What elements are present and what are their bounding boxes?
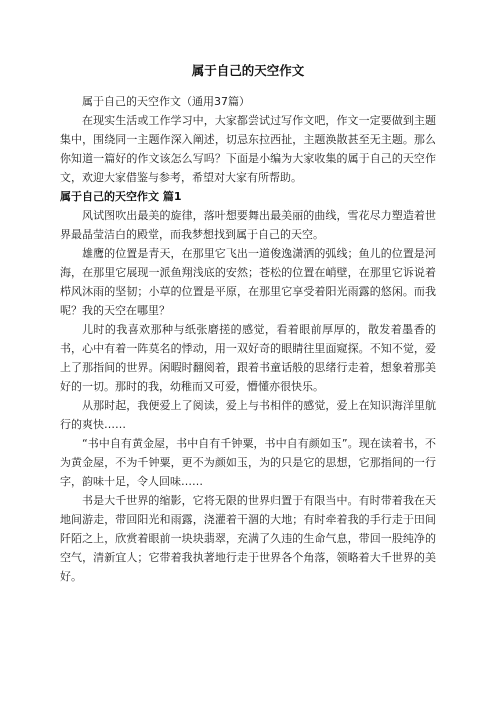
document-title: 属于自己的天空作文: [191, 63, 305, 78]
body-paragraph: 儿时的我喜欢那种与纸张磨搓的感觉，看着眼前厚厚的，散发着墨香的书，心中有着一阵莫名的悸动，用一双好奇的眼睛往里面窥探。不知不觉，爱上了那指间的世界。闲暇时翻阅着，跟着书童话般的思绪行走着，想象着那美好的一切。那时的我，幼稚而又可爱，懵懂亦很快乐。: [60, 323, 436, 393]
section-heading: 属于自己的天空作文 篇1: [60, 190, 182, 203]
document-subtitle: 属于自己的天空作文（通用37篇）: [82, 95, 250, 108]
body-paragraph: 书是大千世界的缩影，它将无限的世界归置于有限当中。有时带着我在天地间游走，带回阳光和雨露，浇灌着干涸的大地；有时牵着我的手行走于田间阡陌之上，欣赏着眼前一块块翡翠，充满了久违的生命气息，带回一股纯净的空气，清新宜人；它带着我执著地行走于世界各个角落，领略着大千世界的美好。: [60, 494, 436, 583]
body-paragraph: “书中自有黄金屋，书中自有千钟粟，书中自有颜如玉”。现在读着书，不为黄金屋，不为千钟粟，更不为颜如玉，为的只是它的思想，它那指间的一行字，韵味十足，令人回味……: [60, 437, 436, 488]
intro-paragraph: 在现实生活或工作学习中，大家都尝试过写作文吧，作文一定要做到主题集中，围绕同一主题作深入阐述，切忌东拉西扯，主题涣散甚至无主题。那么你知道一篇好的作文该怎么写吗？下面是小编为大家收集的属于自己的天空作文，欢迎大家借鉴与参考，希望对大家有所帮助。: [60, 114, 436, 184]
body-paragraph: 风试图吹出最美的旋律，落叶想要舞出最美丽的曲线，雪花尽力塑造着世界最晶莹洁白的殿堂，而我梦想找到属于自己的天空。: [60, 209, 436, 241]
body-paragraph: 从那时起，我便爱上了阅读，爱上与书相伴的感觉，爱上在知识海洋里航行的爽快……: [60, 399, 436, 431]
body-paragraph: 雄鹰的位置是青天，在那里它飞出一道俊逸潇洒的弧线；鱼儿的位置是河海，在那里它展现一派鱼翔浅底的安然；苍松的位置在峭壁，在那里它诉说着栉风沐雨的坚韧；小草的位置是平原，在那里它享受着阳光雨露的悠闲。而我呢？我的天空在哪里？: [60, 247, 436, 317]
